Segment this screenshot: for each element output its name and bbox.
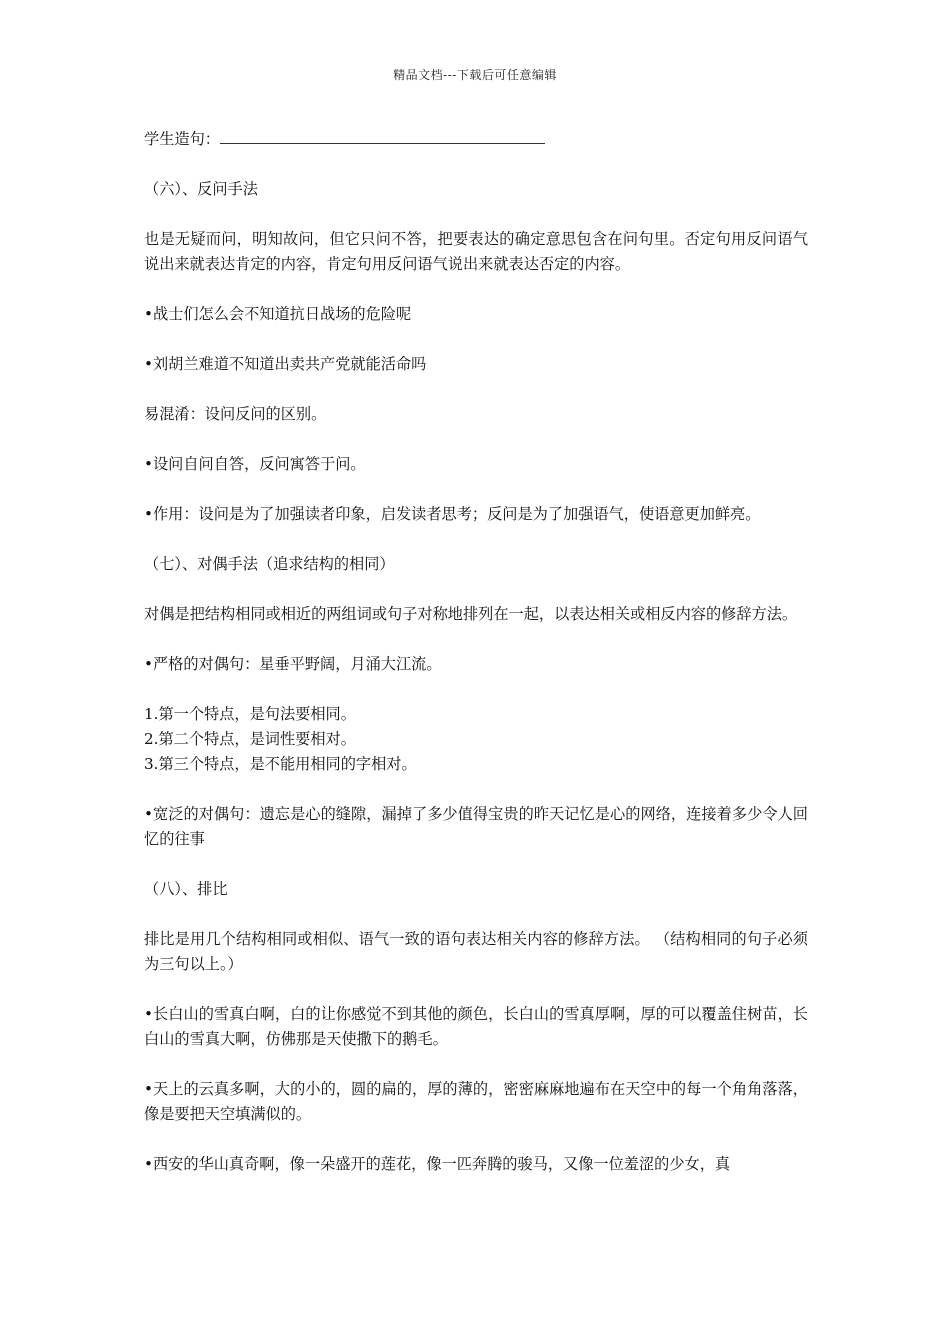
paragraph-parallelism-definition: 排比是用几个结构相同或相似、语气一致的语句表达相关内容的修辞方法。 （结构相同的句子必须为三句以上。） <box>144 930 808 973</box>
sentence-exercise-line <box>144 127 808 152</box>
list-item-function: •作用：设问是为了加强读者印象，启发读者思考；反问是为了加强语气，使语意更加鲜亮。 <box>144 505 761 523</box>
sentence-exercise-label: 学生造句： <box>144 130 220 148</box>
answer-blank <box>220 129 545 144</box>
list-item-example: •西安的华山真奇啊，像一朵盛开的莲花，像一匹奔腾的骏马，又像一位羞涩的少女，真 <box>144 1155 731 1173</box>
list-item-example: •战士们怎么会不知道抗日战场的危险呢 <box>144 305 412 323</box>
section-heading-parallelism: （八）、排比 <box>144 880 228 898</box>
list-item-example: •长白山的雪真白啊，白的让你感觉不到其他的颜色，长白山的雪真厚啊，厚的可以覆盖住树苗，长白山的雪真大啊，仿佛那是天使撒下的鹅毛。 <box>144 1005 808 1048</box>
list-item-difference: •设问自问自答，反问寓答于问。 <box>144 455 366 473</box>
numbered-item-1: 1.第一个特点，是句法要相同。 <box>144 705 356 723</box>
paragraph-confusion-note: 易混淆：设问反问的区别。 <box>144 405 327 423</box>
list-item-loose-antithesis: •宽泛的对偶句：遗忘是心的缝隙，漏掉了多少值得宝贵的昨天记忆是心的网络，连接着多少令人回忆的往事 <box>144 805 808 848</box>
section-heading-rhetorical-question: （六）、反问手法 <box>144 180 258 198</box>
section-heading-antithesis: （七）、对偶手法（追求结构的相同） <box>144 555 395 573</box>
numbered-item-2: 2.第二个特点，是词性要相对。 <box>144 730 356 748</box>
paragraph-antithesis-definition: 对偶是把结构相同或相近的两组词或句子对称地排列在一起，以表达相关或相反内容的修辞方法。 <box>144 605 798 623</box>
page-header: 精品文档---下载后可任意编辑 <box>393 68 557 82</box>
document-body <box>144 127 808 1202</box>
list-item-example: •刘胡兰难道不知道出卖共产党就能活命吗 <box>144 355 427 373</box>
list-item-strict-antithesis: •严格的对偶句：星垂平野阔，月涌大江流。 <box>144 655 442 673</box>
numbered-item-3: 3.第三个特点，是不能用相同的字相对。 <box>144 755 417 773</box>
list-item-example: •天上的云真多啊，大的小的，圆的扁的，厚的薄的，密密麻麻地遍布在天空中的每一个角角落落，像是要把天空填满似的。 <box>144 1080 808 1123</box>
paragraph-rhetorical-definition: 也是无疑而问，明知故问，但它只问不答，把要表达的确定意思包含在问句里。否定句用反问语气说出来就表达肯定的内容，肯定句用反问语气说出来就表达否定的内容。 <box>144 230 808 273</box>
